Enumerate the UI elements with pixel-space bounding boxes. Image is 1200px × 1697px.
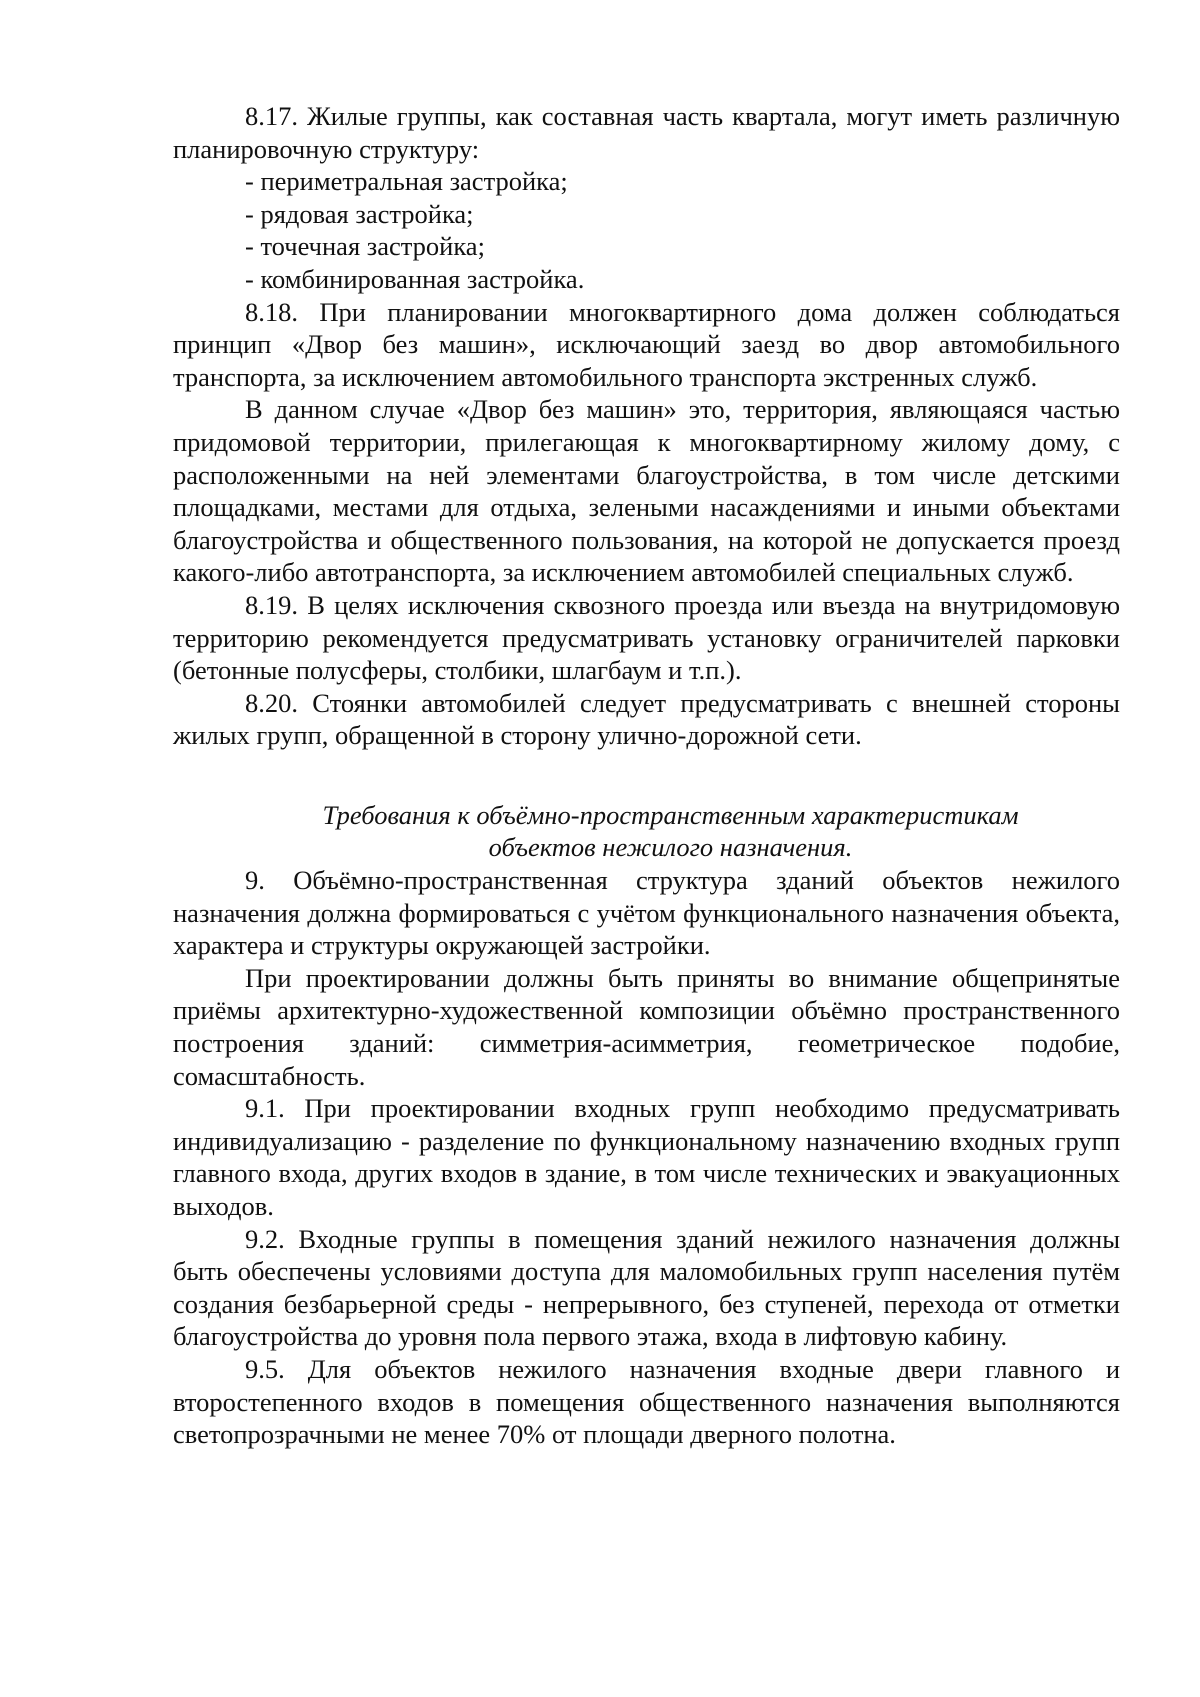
paragraph-9: 9. Объёмно-пространственная структура зданий объектов нежилого назначения должна формироваться с учётом функционального назначения объекта, характера и структуры окружающей застройки. xyxy=(173,865,1120,961)
section-heading-line: объектов нежилого назначения. xyxy=(488,832,853,863)
list-item: - рядовая застройка; xyxy=(245,198,474,229)
paragraph-8-18-note: В данном случае «Двор без машин» это, территория, являющаяся частью придомовой территории, прилегающая к многоквартирному жилому дому, с расположенными на ней элементами благоустройства, в том числе детскими площадками, местами для отдыха, зелеными насаждениями и иными объектами благоустройства и общественного пользования, на которой не допускается проезд какого-либо автотранспорта, за исключением автомобилей специальных служб. xyxy=(173,394,1120,588)
list-item: - периметральная застройка; xyxy=(245,166,568,197)
paragraph-9-1: 9.1. При проектировании входных групп необходимо предусматривать индивидуализацию - разделение по функциональному назначению входных групп главного входа, других входов в здание, в том числе технических и эвакуационных выходов. xyxy=(173,1093,1120,1221)
paragraph-8-20: 8.20. Стоянки автомобилей следует предусматривать с внешней стороны жилых групп, обращенной в сторону улично-дорожной сети. xyxy=(173,687,1120,751)
paragraph-9-5: 9.5. Для объектов нежилого назначения входные двери главного и второстепенного входов в помещения общественного назначения выполняются светопрозрачными не менее 70% от площади дверного полотна. xyxy=(173,1353,1120,1450)
paragraph-9-note: При проектировании должны быть приняты во внимание общепринятые приёмы архитектурно-художественной композиции объёмно пространственного построения зданий: симметрия-асимметрия, геометрическое подобие, сомасштабность. xyxy=(173,962,1120,1091)
list-item: - комбинированная застройка. xyxy=(245,263,585,294)
section-heading-line: Требования к объёмно-пространственным характеристикам xyxy=(322,799,1019,830)
paragraph-8-18: 8.18. При планировании многоквартирного дома должен соблюдаться принцип «Двор без машин», исключающий заезд во двор автомобильного транспорта, за исключением автомобильного транспорта экстренных служб. xyxy=(173,296,1120,392)
paragraph-8-19: 8.19. В целях исключения сквозного проезда или въезда на внутридомовую территорию рекомендуется предусматривать установку ограничителей парковки (бетонные полусферы, столбики, шлагбаум и т.п.). xyxy=(173,589,1120,686)
paragraph-8-17: 8.17. Жилые группы, как составная часть квартала, могут иметь различную планировочную структуру: xyxy=(173,101,1120,164)
paragraph-9-2: 9.2. Входные группы в помещения зданий нежилого назначения должны быть обеспечены условиями доступа для маломобильных групп населения путём создания безбарьерной среды - непрерывного, без ступеней, перехода от отметки благоустройства до уровня пола первого этажа, входа в лифтовую кабину. xyxy=(173,1223,1120,1352)
document-body xyxy=(173,100,1120,1451)
section-heading xyxy=(173,799,1120,864)
list-item: - точечная застройка; xyxy=(245,231,485,262)
